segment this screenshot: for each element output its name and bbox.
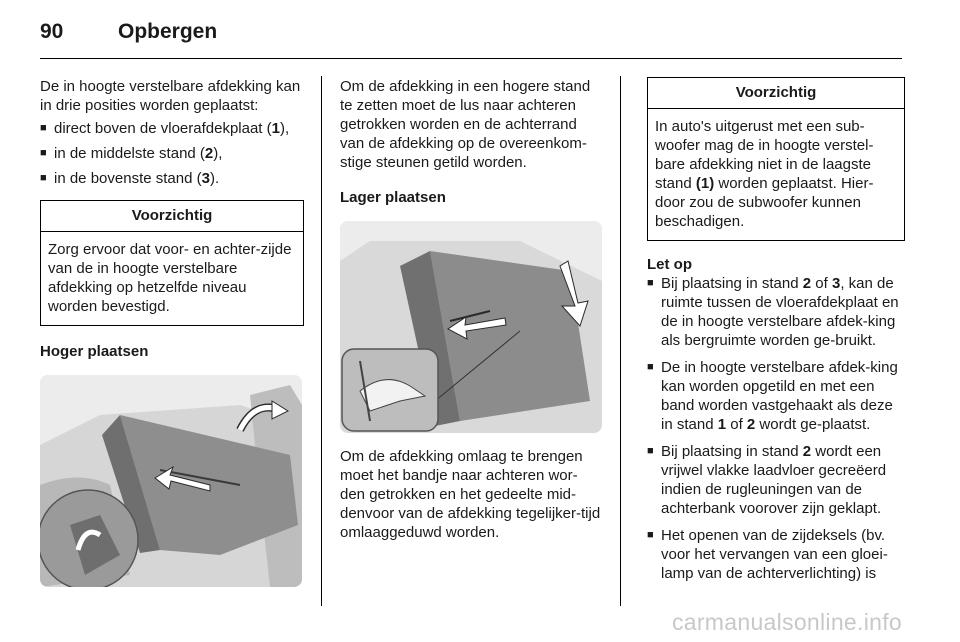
caution-box [40,200,304,326]
column-divider [321,76,322,606]
caution-body: Zorg ervoor dat voor- en achter-zijde van de in hoogte verstelbare afdekking op hetzelfde niveau worden bevestigd. [48,241,292,315]
page-number: 90 [40,20,64,43]
lower-paragraph: Om de afdekking omlaag te brengen moet het bandje naar achteren wor-den getrokken en het gedeelte mid-denvoor van de afdekking tegelijker-tijd omlaaggeduwd worden. [340,448,601,541]
subheading-lower: Lager plaatsen [340,189,446,206]
notes-list [647,274,905,583]
column-divider [620,76,621,606]
list-item: ■ Het openen van de zijdeksels (bv. voor het vervangen van een gloei-lamp van de achterverlichting) is [647,526,905,583]
column-left [40,77,304,587]
subheading-raise: Hoger plaatsen [40,343,149,360]
caution-title: Voorzichtig [648,78,904,109]
column-middle [340,77,602,542]
intro-paragraph: De in hoogte verstelbare afdekking kan in drie posities worden geplaatst: [40,78,301,114]
list-item: ■ De in hoogte verstelbare afdek-king kan worden opgetild en met een band worden vastgehaakt als deze in stand 1 of 2 wordt ge-plaatst. [647,358,905,434]
page-title: Opbergen [118,20,218,43]
list-item: ■ Bij plaatsing in stand 2 wordt een vrijwel vlakke laadvloer gecreëerd indien de rugleuningen van de achterbank voorover zijn geklapt. [647,442,905,518]
caution-body: In auto's uitgerust met een sub-woofer mag de in hoogte verstel-bare afdekking niet in de laagste stand (1) worden geplaatst. Hier-door zou de subwoofer kunnen beschadigen. [655,118,874,230]
caution-title: Voorzichtig [41,201,303,232]
page-header [40,18,902,59]
positions-list [40,119,304,188]
list-item: ■ in de bovenste stand (3). [40,169,304,188]
list-item: ■ Bij plaatsing in stand 2 of 3, kan de ruimte tussen de vloerafdekplaat en de in hoogte verstelbare afdek-king als bergruimte worden ge-bruikt. [647,274,905,350]
raise-paragraph: Om de afdekking in een hogere stand te zetten moet de lus naar achteren getrokken worden en de achterrand van de afdekking op de overeenkom-stige steunen getild worden. [340,78,591,171]
note-heading: Let op [647,256,692,273]
caution-box [647,77,905,241]
raise-cover-illustration [40,375,302,587]
list-item: ■ direct boven de vloerafdekplaat (1), [40,119,304,138]
list-item: ■ in de middelste stand (2), [40,144,304,163]
lower-cover-illustration [340,221,602,433]
column-right [647,77,905,591]
watermark: carmanualsonline.info [671,609,902,635]
